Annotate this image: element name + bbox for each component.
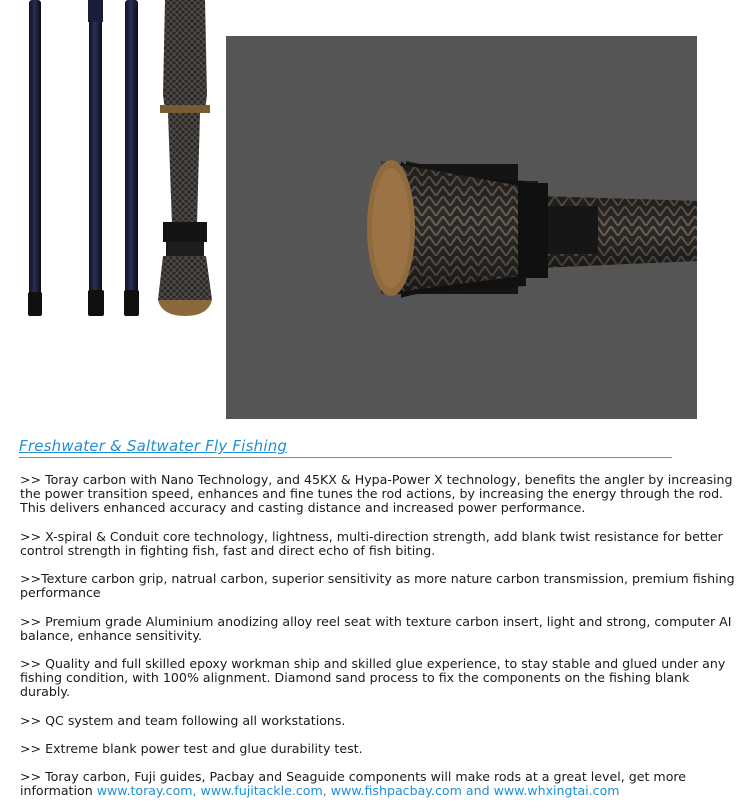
feature-paragraph-6: >> QC system and team following all workstations. [20,712,346,728]
feature-list [20,473,738,812]
section-heading-rule [19,437,672,458]
partner-links[interactable]: www.toray.com, www.fujitackle.com, www.fishpacbay.com and www.whxingtai.com [96,782,620,798]
feature-paragraph-2: >> X-spiral & Conduit core technology, lightness, multi-direction strength, add blank twist resistance for better control strength in fighting fish, fast and direct echo of fish biting. [20,528,723,558]
feature-paragraph-3: >>Texture carbon grip, natrual carbon, superior sensitivity as more nature carbon transmission, premium fishing performance [20,571,735,600]
feature-paragraph-1: >> Toray carbon with Nano Technology, and 45KX & Hypa-Power X technology, benefits the angler by increasing the power transition speed, enhances and fine tunes the rod actions, by increasing the energy through the rod. This delivers enhanced accuracy and casting distance and increased power performance. [20,472,733,515]
feature-paragraph-8-text: >> Toray carbon, Fuji guides, Pacbay and Seaguide components will make rods at a great level, get more information [20,768,687,798]
grip-closeup-photo [226,36,697,419]
rod-blank-1 [28,0,42,316]
rod-sections-image [0,0,225,330]
feature-paragraph-4: >> Premium grade Aluminium anodizing alloy reel seat with texture carbon insert, light and strong, computer AI balance, enhance sensitivity. [20,613,732,643]
section-heading: Freshwater & Saltwater Fly Fishing [19,437,288,455]
rod-blank-3 [124,0,139,316]
feature-paragraph-5: >> Quality and full skilled epoxy workman ship and skilled glue experience, to stay stable and glued under any fishing condition, with 100% alignment. Diamond sand process to fix the components on the fishing blank durably. [20,656,726,699]
feature-paragraph-8 [20,770,738,798]
feature-paragraph-7: >> Extreme blank power test and glue durability test. [20,740,363,756]
grip-closeup-illustration [226,36,697,419]
rod-blank-2 [88,0,104,316]
rod-handle [158,0,212,316]
